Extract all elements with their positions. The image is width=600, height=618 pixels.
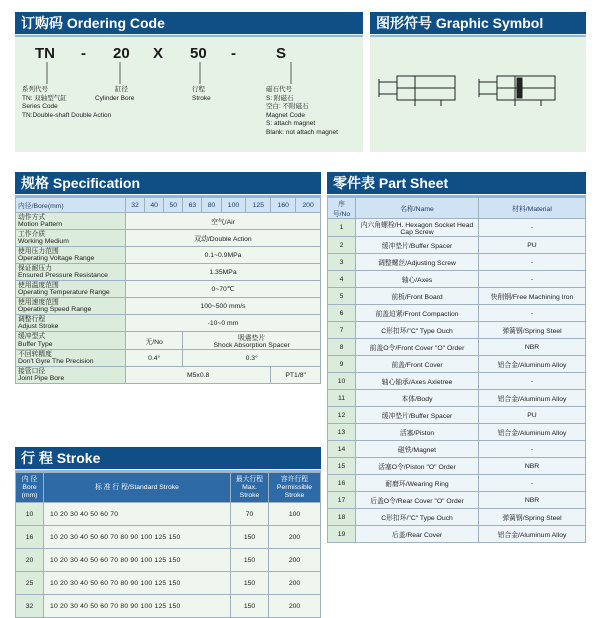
part-no: 11 bbox=[328, 390, 356, 407]
parts-row bbox=[328, 356, 586, 373]
spec-row-adjust bbox=[16, 315, 321, 332]
spec-label-cn: 工作介质 bbox=[18, 230, 46, 238]
spec-row-buffer bbox=[16, 332, 321, 350]
part-no: 15 bbox=[328, 458, 356, 475]
perm-h-en1: Permissible bbox=[276, 483, 313, 491]
spec-bore-80: 80 bbox=[202, 198, 221, 213]
code-x: X bbox=[153, 45, 164, 62]
parts-header-row bbox=[328, 198, 586, 219]
stroke-body bbox=[16, 503, 321, 618]
spec-value: -10~0 mm bbox=[126, 315, 321, 332]
stroke-permissible: 200 bbox=[269, 572, 321, 595]
stroke-list: 10 20 30 40 50 60 70 80 90 100 125 150 bbox=[44, 595, 231, 618]
magnet-label-cn: 磁石代号 bbox=[266, 86, 292, 93]
part-name: 后盖/Rear Cover bbox=[356, 526, 479, 543]
code-dash-1: - bbox=[81, 45, 86, 62]
spec-label bbox=[16, 332, 126, 350]
perm-h-en2: Stroke bbox=[284, 491, 305, 499]
stroke-max: 150 bbox=[231, 526, 269, 549]
part-name: 前板/Front Board bbox=[356, 288, 479, 305]
spec-row-port bbox=[16, 367, 321, 384]
bore-label-cn: 缸径 bbox=[115, 86, 128, 93]
spec-label-en: Buffer Type bbox=[18, 340, 53, 348]
stroke-max: 150 bbox=[231, 549, 269, 572]
spec-label bbox=[16, 264, 126, 281]
stroke-bore: 10 bbox=[16, 503, 44, 526]
parts-header-no: 序号/No bbox=[328, 198, 356, 219]
part-name: 轴心轴承/Axes Axletree bbox=[356, 373, 479, 390]
stroke-header-permissible bbox=[269, 473, 321, 503]
spec-label bbox=[16, 230, 126, 247]
spec-value: 1.35MPa bbox=[126, 264, 321, 281]
spec-value: M5x0.8 bbox=[126, 367, 271, 384]
spec-label-en: Operating Voltage Range bbox=[18, 255, 95, 262]
stroke-title: 行 程 Stroke bbox=[15, 447, 321, 469]
stroke-header-row bbox=[16, 473, 321, 503]
part-no: 2 bbox=[328, 237, 356, 254]
part-name: C形扣环/"C" Type Ouch bbox=[356, 509, 479, 526]
part-material: PU bbox=[479, 237, 586, 254]
part-material: - bbox=[479, 305, 586, 322]
spec-header-row bbox=[16, 198, 321, 213]
part-no: 8 bbox=[328, 339, 356, 356]
max-h-en1: Max. bbox=[242, 483, 257, 491]
part-material: PU bbox=[479, 407, 586, 424]
parts-row bbox=[328, 407, 586, 424]
part-name: 活塞O令/Piston "O" Order bbox=[356, 458, 479, 475]
stroke-header-bore bbox=[16, 473, 44, 503]
stroke-label-en: Stroke bbox=[192, 94, 211, 102]
code-stroke: 50 bbox=[190, 45, 207, 62]
spec-label bbox=[16, 247, 126, 264]
series-label-en: Series Code bbox=[22, 103, 58, 110]
parts-table bbox=[327, 197, 586, 543]
parts-row bbox=[328, 475, 586, 492]
series-tn-en: TN:Double-shaft Double Action bbox=[22, 111, 112, 119]
stroke-row bbox=[16, 526, 321, 549]
parts-row bbox=[328, 441, 586, 458]
spec-bore-32: 32 bbox=[126, 198, 145, 213]
spec-bore-160: 160 bbox=[271, 198, 296, 213]
spec-label-cn: 不回转精度 bbox=[18, 350, 52, 358]
part-material: NBR bbox=[479, 492, 586, 509]
part-material: - bbox=[479, 475, 586, 492]
parts-row bbox=[328, 373, 586, 390]
spec-label-en: Motion Pattern bbox=[18, 221, 63, 228]
part-no: 16 bbox=[328, 475, 356, 492]
part-name: 前盖O令/Front Cover "O" Order bbox=[356, 339, 479, 356]
code-series: TN bbox=[35, 45, 55, 62]
part-name: 前盖/Front Cover bbox=[356, 356, 479, 373]
part-name: 后盖O令/Rear Cover "O" Order bbox=[356, 492, 479, 509]
parts-row bbox=[328, 305, 586, 322]
parts-row bbox=[328, 339, 586, 356]
bore-h-unit: (mm) bbox=[21, 491, 38, 499]
part-no: 9 bbox=[328, 356, 356, 373]
part-no: 10 bbox=[328, 373, 356, 390]
parts-row bbox=[328, 237, 586, 254]
part-material: 弹簧钢/Spring Steel bbox=[479, 322, 586, 339]
spec-bore-40: 40 bbox=[145, 198, 164, 213]
part-material: 铝合金/Aluminum Alloy bbox=[479, 356, 586, 373]
part-no: 18 bbox=[328, 509, 356, 526]
parts-row bbox=[328, 424, 586, 441]
spec-label-cn: 使用速度范围 bbox=[18, 298, 59, 306]
bore-h-en: Bore bbox=[22, 483, 37, 491]
stroke-permissible: 200 bbox=[269, 526, 321, 549]
part-material: - bbox=[479, 373, 586, 390]
part-name: C形扣环/"C" Type Ouch bbox=[356, 322, 479, 339]
spec-label-en: Joint Pipe Bore bbox=[18, 375, 65, 382]
spec-value: 双动/Double Action bbox=[126, 230, 321, 247]
series-label-cn: 系列代号 bbox=[22, 86, 48, 93]
ordering-title: 订购码 Ordering Code bbox=[15, 12, 363, 34]
spec-value: 0.3° bbox=[183, 350, 321, 367]
stroke-header-max bbox=[231, 473, 269, 503]
spec-value: 空气/Air bbox=[126, 213, 321, 230]
part-name: 缓冲垫片/Buffer Spacer bbox=[356, 407, 479, 424]
stroke-list: 10 20 30 40 50 60 70 80 90 100 125 150 bbox=[44, 572, 231, 595]
parts-body bbox=[328, 219, 586, 543]
spec-label-cn: 使用压力范围 bbox=[18, 247, 59, 255]
parts-row bbox=[328, 492, 586, 509]
stroke-row bbox=[16, 503, 321, 526]
spec-label-cn: 使用温度范围 bbox=[18, 281, 59, 289]
code-bore: 20 bbox=[113, 45, 130, 62]
magnet-blank-cn: 空白: 不附磁石 bbox=[266, 103, 309, 110]
code-dash-2: - bbox=[231, 45, 236, 62]
spec-label bbox=[16, 315, 126, 332]
code-magnet: S bbox=[276, 45, 287, 62]
spec-label-en: Adjust Stroke bbox=[18, 323, 59, 330]
part-material: 铝合金/Aluminum Alloy bbox=[479, 390, 586, 407]
magnet-blank-en: Blank: not attach magnet bbox=[266, 128, 338, 136]
magnet-s-cn: S: 附磁石 bbox=[266, 94, 294, 102]
parts-row bbox=[328, 288, 586, 305]
stroke-max: 150 bbox=[231, 572, 269, 595]
bore-label-en: Cylinder Bore bbox=[95, 94, 135, 102]
spec-label-en: Don't Gyre The Precision bbox=[18, 358, 94, 365]
magnet-desc bbox=[266, 86, 361, 137]
spec-header-label: 内径/Bore(mm) bbox=[16, 198, 126, 213]
parts-header-name: 名称/Name bbox=[356, 198, 479, 219]
symbol-title: 图形符号 Graphic Symbol bbox=[370, 12, 586, 34]
spec-label-en: Working Medium bbox=[18, 238, 69, 245]
part-material: 铝合金/Aluminum Alloy bbox=[479, 424, 586, 441]
spec-label bbox=[16, 213, 126, 230]
spec-value: 0.4° bbox=[126, 350, 183, 367]
stroke-desc bbox=[192, 86, 242, 103]
stroke-max: 70 bbox=[231, 503, 269, 526]
part-no: 7 bbox=[328, 322, 356, 339]
spec-label-cn: 调整行程 bbox=[18, 315, 46, 323]
part-material: - bbox=[479, 254, 586, 271]
part-name: 前盖迫紧/Front Compaction bbox=[356, 305, 479, 322]
spec-bore-100: 100 bbox=[221, 198, 246, 213]
spec-label-en: Operating Temperature Range bbox=[18, 289, 110, 296]
part-no: 3 bbox=[328, 254, 356, 271]
stroke-header-standard: 标 准 行 程/Standard Stroke bbox=[44, 473, 231, 503]
spec-row-medium bbox=[16, 230, 321, 247]
stroke-list: 10 20 30 40 50 60 70 80 90 100 125 150 bbox=[44, 549, 231, 572]
spec-value: 100~500 mm/s bbox=[126, 298, 321, 315]
spec-row-precision bbox=[16, 350, 321, 367]
spec-bore-125: 125 bbox=[246, 198, 271, 213]
spec-label bbox=[16, 298, 126, 315]
part-name: 磁铁/Magnet bbox=[356, 441, 479, 458]
parts-row bbox=[328, 390, 586, 407]
part-material: - bbox=[479, 271, 586, 288]
spec-row-temperature bbox=[16, 281, 321, 298]
max-h-en2: Stroke bbox=[239, 491, 260, 499]
spec-bore-50: 50 bbox=[164, 198, 183, 213]
buffer-b-en: Shock Absorption Spacer bbox=[213, 342, 290, 349]
stroke-bore: 25 bbox=[16, 572, 44, 595]
stroke-permissible: 200 bbox=[269, 549, 321, 572]
spec-label-en: Ensured Pressure Resistance bbox=[18, 272, 108, 279]
parts-row bbox=[328, 271, 586, 288]
parts-title: 零件表 Part Sheet bbox=[327, 172, 586, 194]
stroke-row bbox=[16, 595, 321, 618]
part-material: - bbox=[479, 219, 586, 237]
spec-row-resistance bbox=[16, 264, 321, 281]
spec-value: 无/No bbox=[126, 332, 183, 350]
cylinder-symbol-icon bbox=[375, 70, 581, 110]
bore-h-cn: 内 径 bbox=[21, 475, 38, 483]
stroke-permissible: 100 bbox=[269, 503, 321, 526]
parts-row bbox=[328, 322, 586, 339]
spec-label-en: Operating Speed Range bbox=[18, 306, 92, 313]
stroke-permissible: 200 bbox=[269, 595, 321, 618]
spec-label-cn: 缓冲型式 bbox=[18, 333, 46, 340]
stroke-row bbox=[16, 572, 321, 595]
part-name: 调整螺丝/Adjusting Screw bbox=[356, 254, 479, 271]
part-material: 弹簧钢/Spring Steel bbox=[479, 509, 586, 526]
part-no: 14 bbox=[328, 441, 356, 458]
stroke-bore: 16 bbox=[16, 526, 44, 549]
stroke-row bbox=[16, 549, 321, 572]
part-material: 快削钢/Free Machining Iron bbox=[479, 288, 586, 305]
part-name: 耐磨环/Wearing Ring bbox=[356, 475, 479, 492]
part-no: 13 bbox=[328, 424, 356, 441]
stroke-list: 10 20 30 40 50 60 70 bbox=[44, 503, 231, 526]
stroke-list: 10 20 30 40 50 60 70 80 90 100 125 150 bbox=[44, 526, 231, 549]
spec-label-cn: 动作方式 bbox=[18, 213, 46, 221]
part-no: 5 bbox=[328, 288, 356, 305]
part-material: NBR bbox=[479, 339, 586, 356]
part-no: 12 bbox=[328, 407, 356, 424]
part-material: - bbox=[479, 441, 586, 458]
part-no: 1 bbox=[328, 219, 356, 237]
part-no: 17 bbox=[328, 492, 356, 509]
part-name: 缓冲垫片/Buffer Spacer bbox=[356, 237, 479, 254]
series-tn-cn: TN: 双轴型气缸 bbox=[22, 94, 67, 102]
stroke-table bbox=[15, 472, 321, 618]
spec-row-motion bbox=[16, 213, 321, 230]
spec-value: 0.1~0.9MPa bbox=[126, 247, 321, 264]
spec-label-cn: 保证耐压力 bbox=[18, 264, 52, 272]
stroke-bore: 20 bbox=[16, 549, 44, 572]
part-no: 6 bbox=[328, 305, 356, 322]
parts-row bbox=[328, 458, 586, 475]
spec-label bbox=[16, 281, 126, 298]
max-h-cn: 最大行程 bbox=[235, 475, 264, 483]
part-material: NBR bbox=[479, 458, 586, 475]
stroke-label-cn: 行程 bbox=[192, 86, 205, 93]
part-name: 本体/Body bbox=[356, 390, 479, 407]
spec-value: 0~70℃ bbox=[126, 281, 321, 298]
parts-header-material: 材料/Material bbox=[479, 198, 586, 219]
parts-row bbox=[328, 254, 586, 271]
bore-desc bbox=[95, 86, 165, 103]
stroke-bore: 32 bbox=[16, 595, 44, 618]
magnet-s-en: S: attach magnet bbox=[266, 120, 316, 127]
perm-h-cn: 容许行程 bbox=[280, 475, 309, 483]
parts-row bbox=[328, 526, 586, 543]
part-name: 活塞/Piston bbox=[356, 424, 479, 441]
spec-row-pressure bbox=[16, 247, 321, 264]
ordering-leader-lines bbox=[15, 62, 363, 88]
part-name: 内六角螺栓/H. Hexagon Socket Head Cap Screw bbox=[356, 219, 479, 237]
part-name: 轴心/Axes bbox=[356, 271, 479, 288]
part-no: 4 bbox=[328, 271, 356, 288]
parts-row bbox=[328, 509, 586, 526]
part-material: 铝合金/Aluminum Alloy bbox=[479, 526, 586, 543]
spec-value: PT1/8" bbox=[271, 367, 321, 384]
spec-label bbox=[16, 367, 126, 384]
spec-title: 规格 Specification bbox=[15, 172, 321, 194]
magnet-label-en: Magnet Code bbox=[266, 111, 306, 119]
spec-bore-63: 63 bbox=[183, 198, 202, 213]
spec-row-speed bbox=[16, 298, 321, 315]
spec-bore-200: 200 bbox=[296, 198, 321, 213]
spec-table bbox=[15, 197, 321, 384]
spec-label-cn: 接管口径 bbox=[18, 367, 46, 375]
parts-row bbox=[328, 219, 586, 237]
spec-label bbox=[16, 350, 126, 367]
spec-value bbox=[183, 332, 321, 350]
buffer-b-cn: 吸震垫片 bbox=[238, 335, 266, 342]
stroke-max: 150 bbox=[231, 595, 269, 618]
part-no: 19 bbox=[328, 526, 356, 543]
